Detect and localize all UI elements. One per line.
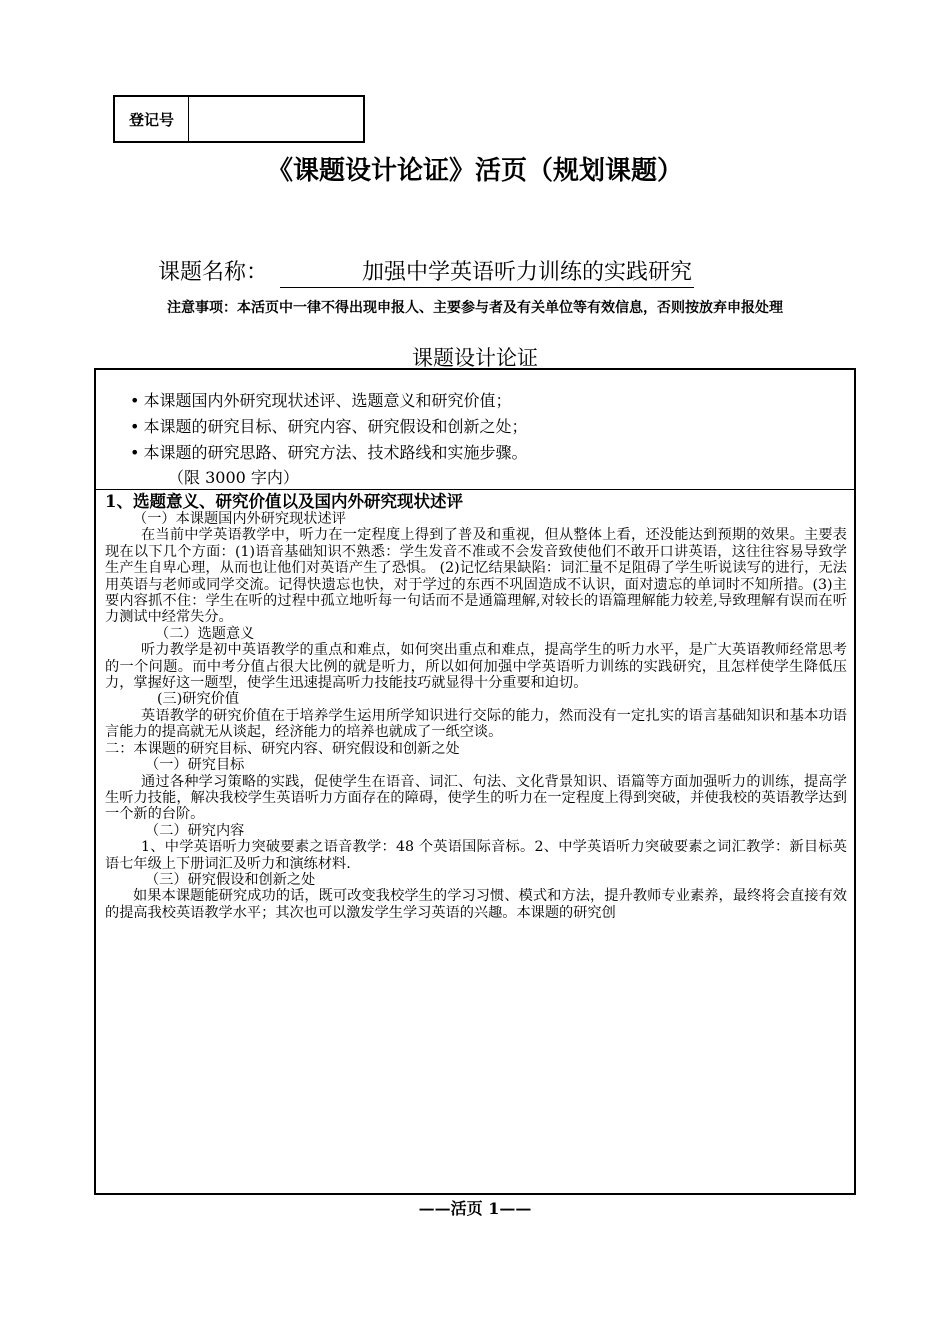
guide-box — [96, 370, 854, 490]
bullet-icon: • — [130, 417, 140, 436]
paragraph: 英语教学的研究价值在于培养学生运用所学知识进行交际的能力，然而没有一定扎实的语言基础知识和基本功语言能力的提高就无从谈起，经济能力的培养也就成了一纸空谈。 — [105, 707, 847, 741]
argument-content[interactable] — [105, 492, 847, 921]
guide-item: • 本课题的研究目标、研究内容、研究假设和创新之处； — [130, 417, 528, 436]
subsection-heading: （二）研究内容 — [145, 822, 245, 839]
argument-frame — [94, 368, 856, 1195]
section-1-heading: 1、选题意义、研究价值以及国内外研究现状述评 — [105, 492, 463, 511]
paragraph: 听力教学是初中英语教学的重点和难点，如何突出重点和难点，提高学生的听力水平，是广大英语教师经常思考的一个问题。而中考分值占很大比例的就是听力，所以如何加强中学英语听力训练的实践研究，且怎样使学生降低压力，掌握好这一题型，使学生迅速提高听力技能技巧就显得十分重要和迫切。 — [105, 642, 847, 692]
paragraph: 在当前中学英语教学中，听力在一定程度上得到了普及和重视，但从整体上看，还没能达到预期的效果。主要表现在以下几个方面：(1)语音基础知识不熟悉：学生发音不准或不会发音致使他们不敢开口讲英语，这往往容易导致学生产生自卑心理，从而也让他们对英语产生了恐惧。 (2)记忆结果缺陷：词汇量不足阻碍了学生听说读写的进行，无法用英语与老师或同学交流。记得快遗忘也快，对于学过的东西不巩固造成不认识，面对遗忘的单词时不知所措。(3)主要内容抓不住：学生在听的过程中孤立地听每一句话而不是通篇理解,对较长的语篇理解能力较差,导致理解有误而在听力测试中经常失分。 — [105, 527, 847, 626]
topic-row — [158, 255, 798, 288]
section-2-heading: 二：本课题的研究目标、研究内容、研究假设和创新之处 — [105, 740, 460, 757]
registration-box — [113, 95, 365, 143]
word-limit: （限 3000 字内） — [168, 468, 299, 487]
topic-name-value: 加强中学英语听力训练的实践研究 — [280, 259, 694, 288]
registration-label: 登记号 — [115, 97, 189, 141]
paragraph: 1、中学英语听力突破要素之语音教学：48 个英语国际音标。2、中学英语听力突破要素之词汇教学：新目标英语七年级上下册词汇及听力和演练材料. — [105, 839, 847, 872]
topic-label: 课题名称： — [158, 260, 269, 285]
paragraph: 如果本课题能研究成功的话，既可改变我校学生的学习习惯、模式和方法，提升教师专业素养，最终将会直接有效的提高我校英语教学水平；其次也可以激发学生学习英语的兴趣。本课题的研究创 — [105, 888, 847, 921]
subsection-heading: (三)研究价值 — [157, 691, 240, 708]
subsection-heading: （一）研究目标 — [145, 757, 245, 774]
bullet-icon: • — [130, 443, 140, 462]
bullet-icon: • — [130, 391, 140, 410]
page-footer: ——活页 1—— — [418, 1199, 532, 1218]
guide-item: • 本课题的研究思路、研究方法、技术路线和实施步骤。 — [130, 443, 528, 462]
subsection-heading: （一）本课题国内外研究现状述评 — [133, 511, 346, 527]
guide-item: • 本课题国内外研究现状述评、选题意义和研究价值； — [130, 391, 512, 410]
subsection-heading: （二）选题意义 — [155, 625, 255, 642]
paragraph: 通过各种学习策略的实践，促使学生在语音、词汇、句法、文化背景知识、语篇等方面加强听力的训练，提高学生听力技能，解决我校学生英语听力方面存在的障碍，使学生的听力在一定程度上得到突破，并使我校的英语教学达到一个新的台阶。 — [105, 773, 847, 823]
section-title: 课题设计论证 — [412, 346, 538, 370]
notice-text: 注意事项：本活页中一律不得出现申报人、主要参与者及有关单位等有效信息，否则按放弃申报处理 — [167, 300, 783, 316]
subsection-heading: （三）研究假设和创新之处 — [145, 871, 316, 888]
registration-number-field[interactable] — [189, 97, 363, 141]
page-title: 《课题设计论证》活页（规划课题） — [266, 156, 683, 186]
